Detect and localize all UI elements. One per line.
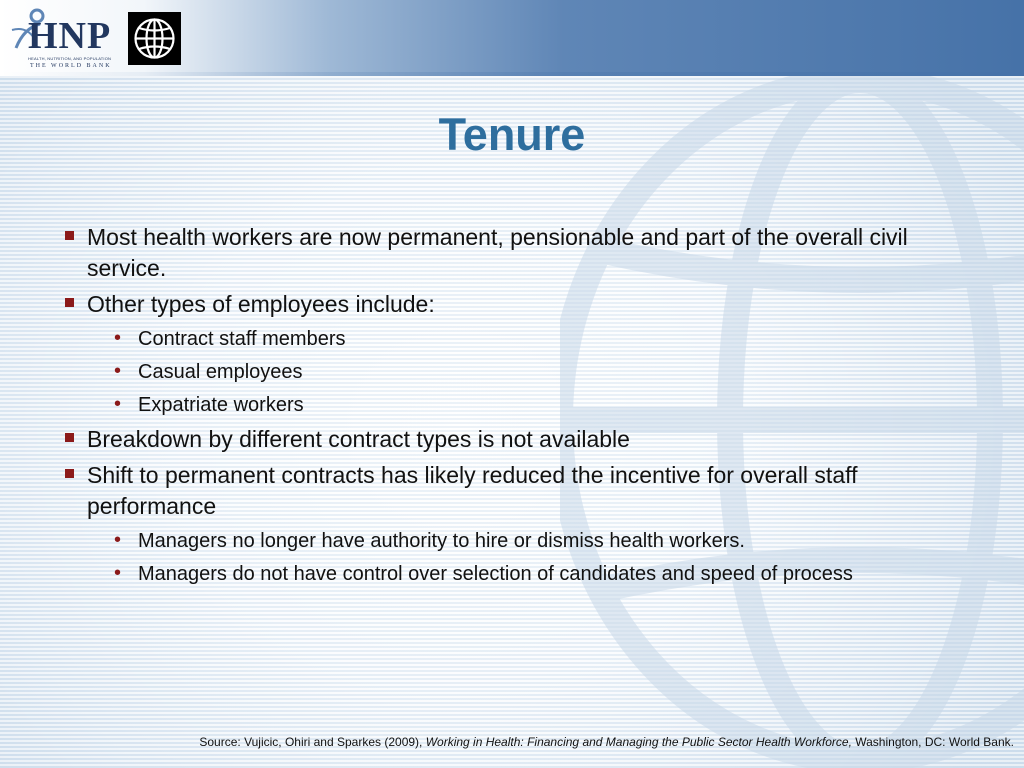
hnp-logo-tagline: HEALTH, NUTRITION, AND POPULATION <box>28 56 112 61</box>
bullet-text: Other types of employees include: <box>87 291 435 317</box>
hnp-logo-org: THE WORLD BANK <box>30 63 112 69</box>
bullet-item <box>62 424 962 455</box>
bullet-text: Shift to permanent contracts has likely reduced the incentive for overall staff performance <box>87 462 858 519</box>
bullet-text: Breakdown by different contract types is not available <box>87 426 630 452</box>
square-bullet-icon <box>65 469 74 478</box>
globe-icon <box>128 12 181 65</box>
dot-bullet-icon: • <box>114 529 122 551</box>
dot-bullet-icon: • <box>114 562 122 584</box>
source-prefix: Source: Vujicic, Ohiri and Sparkes (2009), <box>199 735 426 749</box>
source-citation <box>199 735 1014 749</box>
sub-bullet-item <box>62 325 962 354</box>
bullet-item <box>62 460 962 522</box>
sub-bullet-text: Managers do not have control over selection of candidates and speed of process <box>138 563 853 585</box>
hnp-logo-text: HNP <box>28 15 112 57</box>
sub-bullet-item <box>62 391 962 420</box>
sub-bullet-item <box>62 560 962 589</box>
square-bullet-icon <box>65 298 74 307</box>
square-bullet-icon <box>65 231 74 240</box>
sub-bullet-text: Managers no longer have authority to hire or dismiss health workers. <box>138 530 745 552</box>
sub-bullet-item <box>62 527 962 556</box>
source-suffix: Washington, DC: World Bank. <box>851 735 1014 749</box>
dot-bullet-icon: • <box>114 327 122 349</box>
dot-bullet-icon: • <box>114 393 122 415</box>
bullet-list <box>62 222 962 593</box>
dot-bullet-icon: • <box>114 360 122 382</box>
bullet-text: Most health workers are now permanent, pensionable and part of the overall civil service. <box>87 224 908 281</box>
sub-bullet-text: Contract staff members <box>138 328 346 350</box>
slide-title: Tenure <box>438 109 586 160</box>
hnp-logo <box>10 6 122 72</box>
bullet-item <box>62 222 962 284</box>
sub-bullet-text: Casual employees <box>138 361 303 383</box>
sub-bullet-item <box>62 358 962 387</box>
square-bullet-icon <box>65 433 74 442</box>
world-bank-logo <box>128 12 181 65</box>
sub-bullet-text: Expatriate workers <box>138 394 304 416</box>
bullet-item <box>62 289 962 320</box>
source-title: Working in Health: Financing and Managing the Public Sector Health Workforce, <box>425 735 852 749</box>
